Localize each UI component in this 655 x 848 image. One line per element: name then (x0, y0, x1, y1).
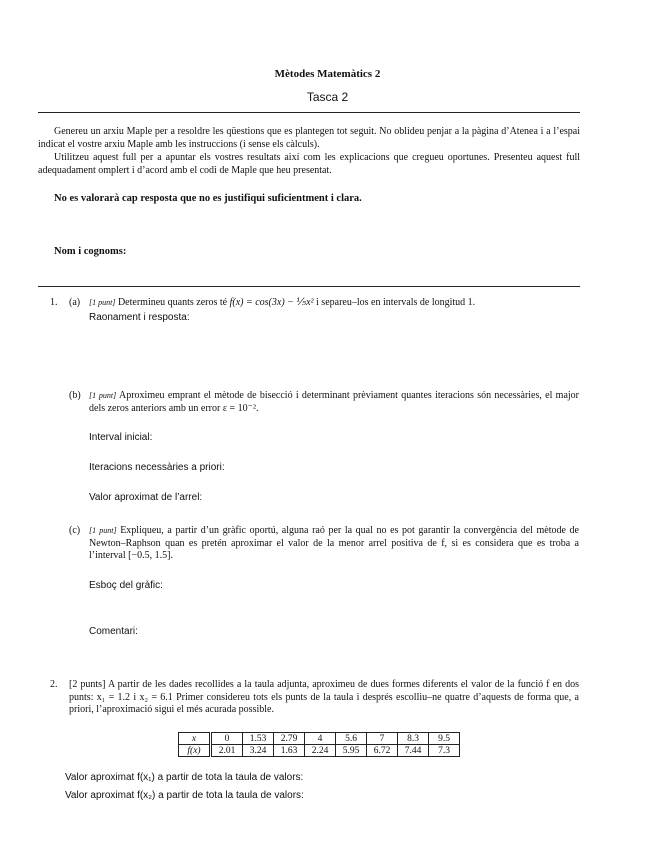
table-cell-fx: 7.44 (398, 745, 429, 757)
q1c-statement (89, 525, 579, 563)
q1b-text: Aproximeu emprant el mètode de bisecció i determinant prèviament quantes iteracions són necessàries, el major dels zeros anteriors amb un error ε = 10⁻². (89, 390, 579, 414)
table-cell-fx: 2.24 (305, 745, 336, 757)
table-cell-x: 4 (305, 733, 336, 745)
q2-points: [2 punts] (69, 679, 106, 690)
warning-text: No es valorarà cap resposta que no es justifiqui suficientment i clara. (54, 193, 362, 204)
table-row-fx (179, 745, 460, 757)
q1a-statement (89, 297, 579, 310)
q1b-statement (89, 390, 579, 415)
q1a-letter: (a) (69, 297, 81, 308)
table-header-x: x (179, 733, 211, 745)
table-cell-fx: 3.24 (243, 745, 274, 757)
name-label: Nom i cognoms: (54, 246, 127, 257)
q1a-text-after: i separeu–los en intervals de longitud 1. (316, 297, 476, 308)
table-cell-fx: 5.95 (336, 745, 367, 757)
table-cell-x: 5.6 (336, 733, 367, 745)
table-cell-x: 1.53 (243, 733, 274, 745)
q1b-points: [1 punt] (89, 391, 117, 400)
table-cell-x: 2.79 (274, 733, 305, 745)
table-cell-fx: 2.01 (211, 745, 243, 757)
q1a-points: [1 punt] (89, 298, 116, 307)
table-cell-fx: 7.3 (429, 745, 460, 757)
intro-paragraph-1: Genereu un arxiu Maple per a resoldre les qüestions que es plantegen tot seguit. No oblideu penjar a la pàgina d’Atenea i a l’espai indicat el vostre arxiu Maple amb les instruccions (i sense els càlculs). (38, 126, 580, 150)
q2-text: A partir de les dades recollides a la taula adjunta, aproximeu de dues formes diferents el valor de la funció f en dos punts: x₁ = 1.2 i x₂ = 6.1 Primer considereu tots els punts de la taula i després escolliu–ne quatre d’aquests de forma que, a priori, l’aproximació sigui el més acurada possible. (69, 679, 579, 715)
q1b-initial-interval-label: Interval inicial: (89, 432, 153, 443)
q1c-sketch-label: Esboç del gràfic: (89, 580, 163, 591)
table-header-fx: f(x) (179, 745, 211, 757)
question-2-number: 2. (50, 679, 58, 690)
top-divider (38, 112, 580, 113)
question-1-number: 1. (50, 297, 58, 308)
q1c-comment-label: Comentari: (89, 626, 138, 637)
values-table-wrapper (178, 732, 460, 757)
table-cell-x: 7 (367, 733, 398, 745)
q1c-points: [1 punt] (89, 526, 117, 535)
q1c-letter: (c) (69, 525, 81, 536)
q1b-letter: (b) (69, 390, 81, 401)
table-cell-x: 0 (211, 733, 243, 745)
table-cell-x: 9.5 (429, 733, 460, 745)
table-cell-x: 8.3 (398, 733, 429, 745)
q2-value-x2-label: Valor aproximat f(x₂) a partir de tota la taula de valors: (65, 790, 304, 801)
q1a-text-before: Determineu quants zeros té (117, 297, 228, 308)
intro-paragraph-2: Utilitzeu aquest full per a apuntar els vostres resultats així com les explicacions que cregueu oportunes. Presenteu aquest full adequadament omplert i d’acord amb el codi de Maple que heu presentat. (38, 152, 580, 176)
section-divider (38, 286, 580, 287)
q2-value-x1-label: Valor aproximat f(x₁) a partir de tota la taula de valors: (65, 772, 304, 783)
q2-statement (69, 679, 579, 717)
course-title: Mètodes Matemàtics 2 (274, 68, 381, 80)
q1a-formula: f(x) = cos(3x) − ⅕x² (229, 297, 314, 308)
q1a-answer-label: Raonament i resposta: (89, 312, 190, 323)
task-title: Tasca 2 (306, 90, 349, 104)
table-cell-fx: 1.63 (274, 745, 305, 757)
q1b-root-value-label: Valor aproximat de l’arrel: (89, 492, 203, 503)
q1c-text: Expliqueu, a partir d’un gràfic oportú, alguna raó per la qual no es pot garantir la convergència del mètode de Newton–Raphson quan es pretén aproximar el valor de la menor arrel positiva de f, si es considera que es troba a l’interval [−0.5, 1.5]. (89, 525, 579, 561)
values-table (178, 732, 460, 757)
q1b-iterations-label: Iteracions necessàries a priori: (89, 462, 225, 473)
table-cell-fx: 6.72 (367, 745, 398, 757)
table-row-x (179, 733, 460, 745)
